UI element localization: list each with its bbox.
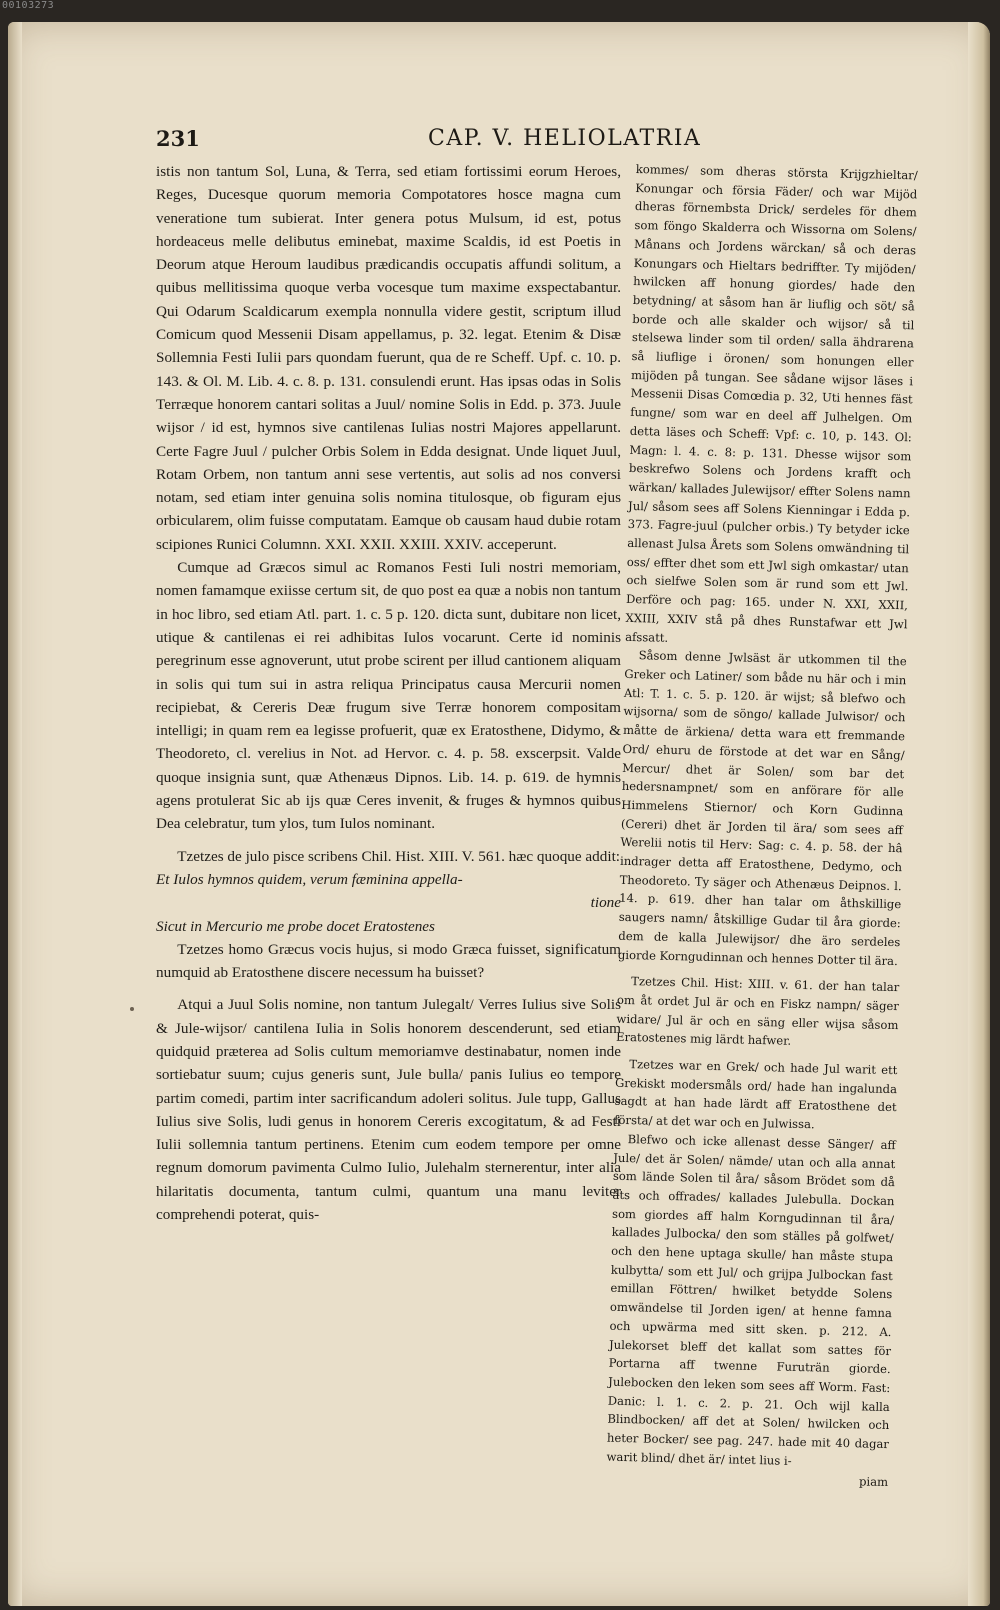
swedish-paragraph: Tzetzes war en Grek/ och hade Jul warit ett Grekiskt modersmåls ord/ hade han ingalunda sagdt at han hade lärdt aff Eratosthene det första/ at det war och en Julwissa. xyxy=(614,1057,898,1132)
latin-paragraph: Cumque ad Græcos simul ac Romanos Festi Iuli nostri memoriam, nomen famamque exiisse certum sit, de quo post ea quæ a nobis non tantum in hoc libro, sed etiam Atl. part. 1. c. 5 p. 120. dicta sunt, dubitare non licet, utique & cantilenas ei rei adhibitas Iulos vocarunt. Certe id nominis peregrinum esse agnoverunt, utut probe scirent per illud cantionem aliquam in solis qui tum sui in astra reliqua Principatus causa Mercurii nomen recipiebat, & Cereris Deæ frugum sive Terræ honorem compositam intelligi; in quam rem ea legisse profuerit, quæ ex Eratosthene, Didymo, & Theodoreto, cl. verelius in Not. ad Hervor. c. 4. p. 58. exscerpsit. Valde quoque insignia sunt, quæ Athenæus Dipnos. Lib. 14. p. 619. de hymnis agens protulerat Sic ab ijs quæ Ceres invenit, & fruges & hymnos quibus Dea celebratur, tum ylos, tum Iulos nominant. xyxy=(156,559,621,833)
verse-line: Et Iulos hymnos quidem, verum fæminina appella- xyxy=(156,870,463,888)
book-page xyxy=(8,22,990,1606)
swedish-paragraph: Tzetzes Chil. Hist: XIII. v. 61. der han talar om åt ordet Jul är och en Fiskz nampn/ säger widare/ Jul är och en säng eller wijsa såsom Eratostenes mig lärdt hafwer. xyxy=(615,974,900,1049)
verse-line-continuation: tione xyxy=(590,894,621,912)
verse-line: Sicut in Mercurio me probe docet Eratostenes xyxy=(156,917,435,935)
page-header xyxy=(8,126,990,154)
latin-paragraph: Tzetzes de julo pisce scribens Chil. Hist. XIII. V. 561. hæc quoque addit: xyxy=(177,847,621,865)
page-gutter-shadow xyxy=(8,22,22,1606)
running-head: CAP. V. HELIOLATRIA xyxy=(428,126,702,151)
swedish-paragraph: Blefwo och icke allenast desse Sänger/ aff Jule/ det är Solen/ nämde/ utan och alla annat som lände Solen til åra/ såsom Brödet som då åts och offrades/ kallades Julebulla. Dockan som giordes aff halm Korngudinnan til åra/ kallades Julbocka/ den som ställes på golfwet/ och den hene uptaga skulle/ han måste stupa kulbytta/ som ett Jul/ och grijpa Julbockan fast emillan Föttren/ hwilket betydde Solens omwändelse til Jorden igen/ at henne famna och upwärma med sitt sken. p. 212. A. Julekorset bleff det kallat som sattes för Portarna aff twenne Furuträn giorde. Julebocken den leken som sees aff Worm. Fast: Danic: l. 1. c. 2. p. 21. Och wijl kalla Blindbocken/ aff det at Solen/ hwilcken och heter Bocker/ see pag. 247. hade mit 40 dagar warit blind/ dhet är/ intet lius i- xyxy=(606,1131,896,1468)
swedish-paragraph: kommes/ som dheras största Krijgzhieltar/ Konungar och försia Fäder/ och war Mijöd dheras förnembsta Drick/ serdeles för dhem som föngo Skalderra och Wissorna om Solens/ Månans och Jordens wärckan/ så och deras Konungars och Hieltars bedriffter. Ty mijöden/ hwilcken aff honung giordes/ hade den betydning/ at såsom han är liuflig och söt/ så borde och alle skalder och wijsor/ så til stelsewa linder som til orden/ salla ähdrarena så liuflige i öronen/ som honungen eller mijöden på tungan. See sådane wijsor läses i Messenii Disas Comœdia p. 32, Uti hennes fäst fungne/ som war en deel aff Julhelgen. Om detta läses och Scheff: Vpf: c. 10, p. 143. Ol: Magn: l. 4. c. 8: p. 131. Dhesse wijsor som beskrefwo Solens och Jordens krafft och wärkan/ kallades Julewijsor/ effter Solens namn Jul/ såsom sees aff Solens Kienningar i Edda p. 373. Fagre-juul (pulcher orbis.) Ty betyder icke allenast Julsa Årets som Solens omwändning til oss/ effter dhet som ett Jwl sigh omkastar/ utan och sielfwe Solen som är rund som ett Jwl. Derföre och pag: 165. under N. XXI, XXII, XXIII, XXIV stå på dhes Runstafwar ett Jwl afssatt. xyxy=(625,161,918,645)
latin-paragraph: Atqui a Juul Solis nomine, non tantum Julegalt/ Verres Iulius sive Solis & Jule-wijsor/ cantilena Iulia in Solis honorem descenderunt, sed etiam quidquid præterea ad Solis cultum memoriamve destinabatur, nomen inde sortiebatur suum; cujus generis sunt, Jule bulla/ panis Iulius eo tempore partim comedi, partim inter sacrificandum adoleri solitus. Jule tupp, Gallus Iulius sive Solis, ludi genus in honorem Cereris excogitatum, & ad Festi Iulii sollemnia tantum pertinens. Etenim cum eodem tempore per omne regnum domorum pavimenta Culmo Iulio, Julehalm sternerentur, inter alia hilaritatis documenta, tantum culmi, quantum una manu leviter comprehendi poterat, quis- xyxy=(156,996,621,1224)
page-fore-edge xyxy=(968,22,990,1606)
ink-speck xyxy=(130,1007,134,1011)
swedish-paragraph: Såsom denne Jwlsäst är utkommen til the Greker och Latiner/ som både nu här och i min Atl: T. 1. c. 5. p. 120. är wijst; så blefwo och wijsorna/ som de söngo/ kallade Julwisor/ och måtte de ärkiena/ detta wara ett fremmande Ord/ ehuru de förstode at det war en Sång/ Mercur/ dhet är Solen/ som bar det hedersnampnet/ som en anförare för alle Himmelens Stiernor/ och Korn Gudinna (Cereri) dhet är Jorden til ära/ som sees aff Werelii notis til Herv: Sag: c. 4. p. 58. der hâ indrager detta aff Eratosthene, Dedymo, och Theodoreto. Ty säger och Athenæus Deipnos. l. 14. p. 619. dher han talar om åthskillige saugers namn/ åtskillige Gudar til åra giorde: dem de kalla Julewijsor/ dhe äro serdeles giorde Korngudinnan och hennes Dotter til ära. xyxy=(617,648,907,968)
page-number: 231 xyxy=(156,126,200,151)
latin-column xyxy=(156,160,621,1226)
swedish-column xyxy=(606,160,918,1491)
latin-paragraph: istis non tantum Sol, Luna, & Terra, sed etiam fortissimi eorum Heroes, Reges, Ducesque quorum memoria Compotatores hosce magna cum veneratione tum subierat. Inter genera potus Mulsum, id est, potus hordeaceus melle delibutus eminebat, maxime Scaldis, id est Poetis in Deorum atque Heroum laudibus prædicandis occupatis affundi solitum, a quibus mellitissima quoque verba vocesque tum maxime exspectabantur. Qui Odarum Scaldicarum exempla nonnulla videre gestit, scriptum illud Comicum quod Messenii Disam appellamus, p. 32. legat. Etenim & Disæ Sollemnia Festi Iulii pars quondam fuerunt, qua de re Scheff. Upf. c. 10. p. 143. & Ol. M. Lib. 4. c. 8. p. 131. consulendi erunt. Has ipsas odas in Solis Terræque honorem cantari solitas a Juul/ nomine Solis in Edd. p. 373. Juule wijsor / id est, hymnos sive cantilenas Iulias nostri Majores appellarunt. Certe Fagre Juul / pulcher Orbis Solem in Edda designat. Unde liquet Juul, Rotam Orbem, non tantum anni sese vertentis, aut solis ad nos conversi notam, sed etiam inter genuina solis nomina titulosque, ob figuram ejus orbicularem, olim fuisse computatam. Eamque ob causam haud dubie rotam scipiones Runici Columnn. XXI. XXII. XXIII. XXIV. acceperunt. xyxy=(156,163,621,553)
catchword: piam xyxy=(858,1473,889,1489)
scan-id-label: 00103273 xyxy=(2,0,55,11)
latin-paragraph: Tzetzes homo Græcus vocis hujus, si modo Græca fuisset, significatum numquid ab Eratosthene discere necessum ha buisset? xyxy=(156,940,621,982)
